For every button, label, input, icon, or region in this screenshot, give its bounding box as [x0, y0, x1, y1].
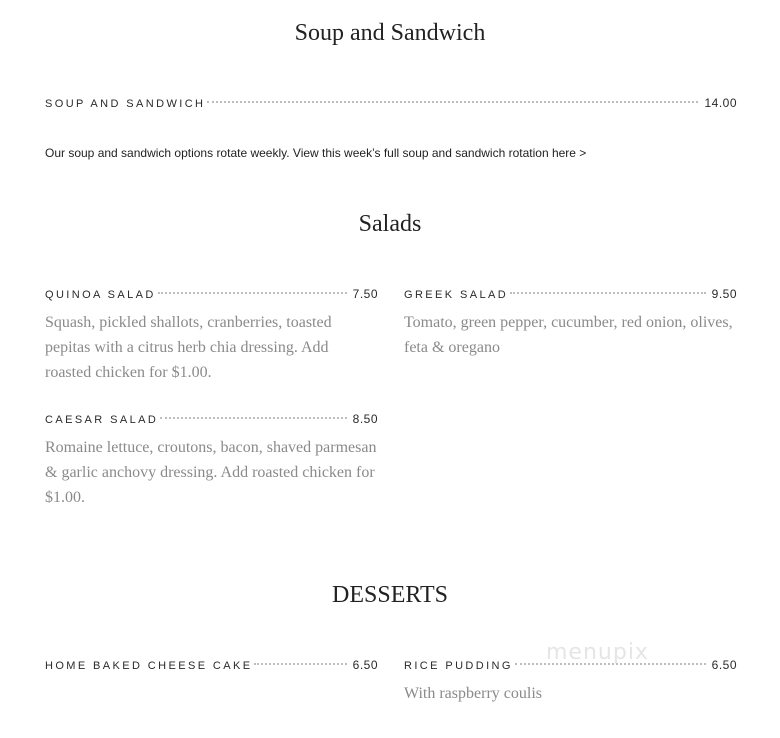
item-price: 6.50 — [352, 658, 378, 672]
item-description: Romaine lettuce, croutons, bacon, shaved parmesan & garlic anchovy dressing. Add roasted chicken for $1.00. — [45, 439, 377, 506]
menu-item-home-baked-cheese-cake — [45, 658, 378, 676]
menu-item-greek-salad — [404, 287, 737, 360]
menupix-watermark: menupix — [546, 640, 649, 665]
item-price: 14.00 — [704, 96, 737, 110]
dotted-leader — [207, 101, 698, 103]
dotted-leader — [510, 292, 706, 294]
item-name: SOUP AND SANDWICH — [45, 98, 206, 110]
item-description: With raspberry coulis — [404, 685, 542, 702]
item-price: 9.50 — [711, 287, 737, 301]
menu-item-rice-pudding — [404, 658, 737, 706]
soup-rotation-link[interactable]: Our soup and sandwich options rotate weekly. View this week’s full soup and sandwich rotation here > — [45, 146, 587, 160]
item-name: RICE PUDDING — [404, 660, 513, 672]
dotted-leader — [158, 292, 347, 294]
item-price: 6.50 — [711, 658, 737, 672]
menu-item-caesar-salad — [45, 412, 378, 510]
item-name: CAESAR SALAD — [45, 414, 159, 426]
item-description: Squash, pickled shallots, cranberries, toasted pepitas with a citrus herb chia dressing. Add roasted chicken for $1.00. — [45, 314, 332, 381]
menu-item-quinoa-salad — [45, 287, 378, 385]
item-name: HOME BAKED CHEESE CAKE — [45, 660, 253, 672]
item-price: 7.50 — [352, 287, 378, 301]
item-name: GREEK SALAD — [404, 289, 509, 301]
section-title-desserts: DESSERTS — [332, 582, 448, 608]
item-description: Tomato, green pepper, cucumber, red onion, olives, feta & oregano — [404, 314, 733, 356]
item-name: QUINOA SALAD — [45, 289, 156, 301]
dotted-leader — [254, 663, 346, 665]
item-price: 8.50 — [352, 412, 378, 426]
menu-item-soup-and-sandwich — [45, 96, 737, 114]
dotted-leader — [160, 417, 346, 419]
section-title-soup-and-sandwich: Soup and Sandwich — [294, 20, 486, 46]
section-title-salads: Salads — [358, 211, 422, 237]
